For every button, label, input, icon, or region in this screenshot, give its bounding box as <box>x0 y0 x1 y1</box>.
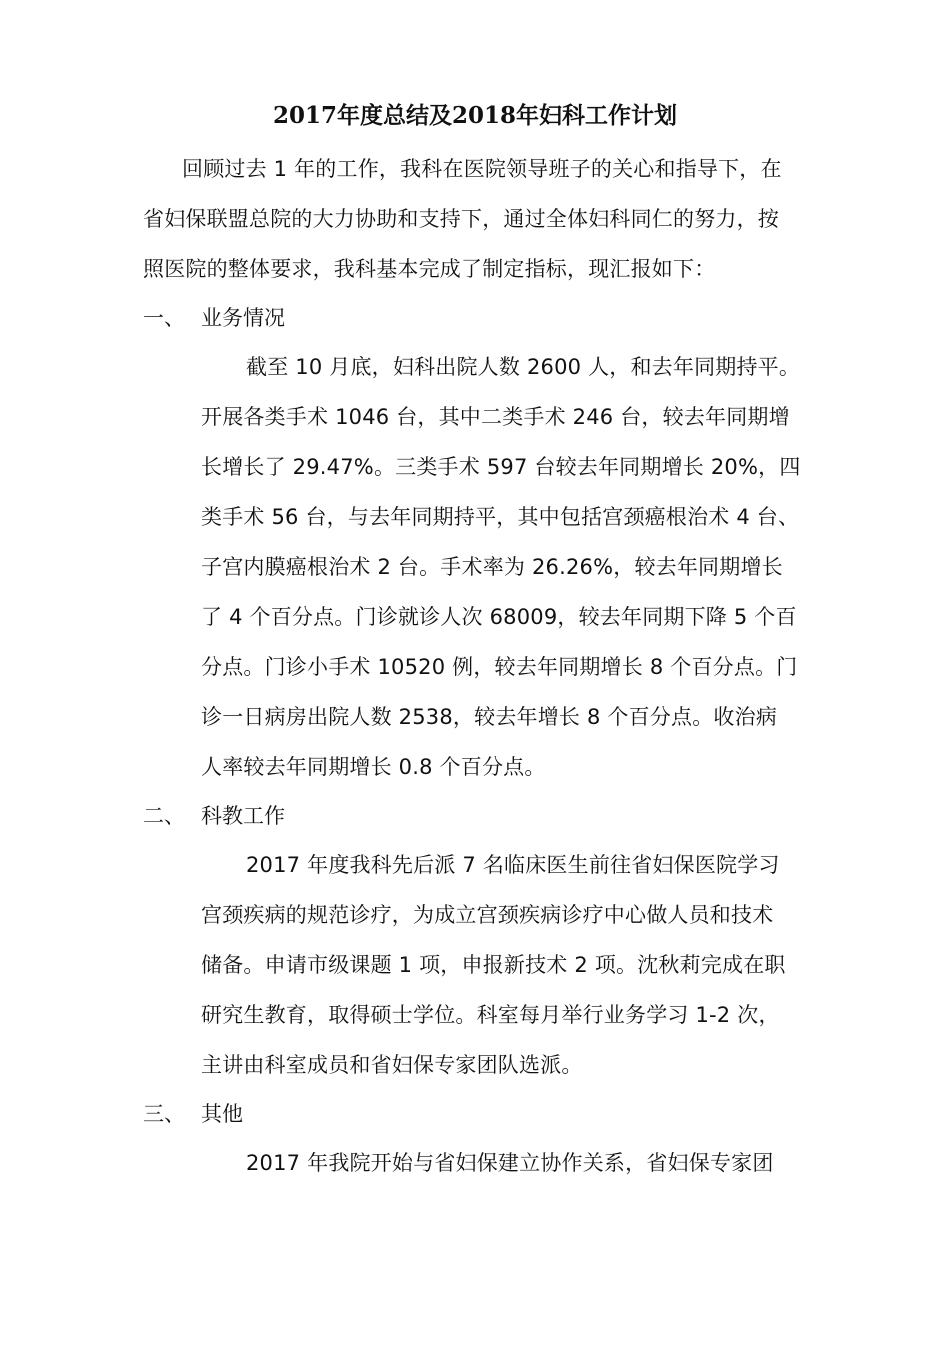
section-number: 二、 <box>143 804 185 828</box>
paragraph-line: 诊一日病房出院人数 2538，较去年增长 8 个百分点。收治病 <box>201 705 778 729</box>
paragraph-line: 2017 年我院开始与省妇保建立协作关系，省妇保专家团 <box>246 1151 774 1175</box>
paragraph-line: 人率较去年同期增长 0.8 个百分点。 <box>201 755 546 779</box>
intro-line: 照医院的整体要求，我科基本完成了制定指标，现汇报如下： <box>143 257 716 281</box>
paragraph-line: 子宫内膜癌根治术 2 台。手术率为 26.26%，较去年同期增长 <box>201 555 783 579</box>
paragraph-line: 储备。申请市级课题 1 项，申报新技术 2 项。沈秋莉完成在职 <box>201 953 786 977</box>
intro-line: 省妇保联盟总院的大力协助和支持下，通过全体妇科同仁的努力，按 <box>143 207 779 231</box>
section-number: 一、 <box>143 306 185 330</box>
paragraph-line: 类手术 56 台，与去年同期持平，其中包括宫颈癌根治术 4 台、 <box>201 505 800 529</box>
section-heading: 业务情况 <box>201 306 285 330</box>
paragraph-line: 主讲由科室成员和省妇保专家团队选派。 <box>201 1053 583 1077</box>
paragraph-line: 长增长了 29.47%。三类手术 597 台较去年同期增长 20%，四 <box>201 455 801 479</box>
paragraph-line: 2017 年度我科先后派 7 名临床医生前往省妇保医院学习 <box>246 853 780 877</box>
document-title: 2017年度总结及2018年妇科工作计划 <box>272 102 678 129</box>
paragraph-line: 了 4 个百分点。门诊就诊人次 68009，较去年同期下降 5 个百 <box>201 605 797 629</box>
paragraph-line: 截至 10 月底，妇科出院人数 2600 人，和去年同期持平。 <box>246 355 801 379</box>
section-heading: 其他 <box>201 1102 243 1126</box>
intro-line: 回顾过去 1 年的工作，我科在医院领导班子的关心和指导下，在 <box>182 157 782 181</box>
paragraph-line: 开展各类手术 1046 台，其中二类手术 246 台，较去年同期增 <box>201 405 790 429</box>
paragraph-line: 分点。门诊小手术 10520 例，较去年同期增长 8 个百分点。门 <box>201 655 798 679</box>
section-heading: 科教工作 <box>201 804 285 828</box>
section-number: 三、 <box>143 1102 185 1126</box>
paragraph-line: 宫颈疾病的规范诊疗，为成立宫颈疾病诊疗中心做人员和技术 <box>201 903 774 927</box>
paragraph-line: 研究生教育，取得硕士学位。科室每月举行业务学习 1-2 次， <box>201 1003 780 1027</box>
